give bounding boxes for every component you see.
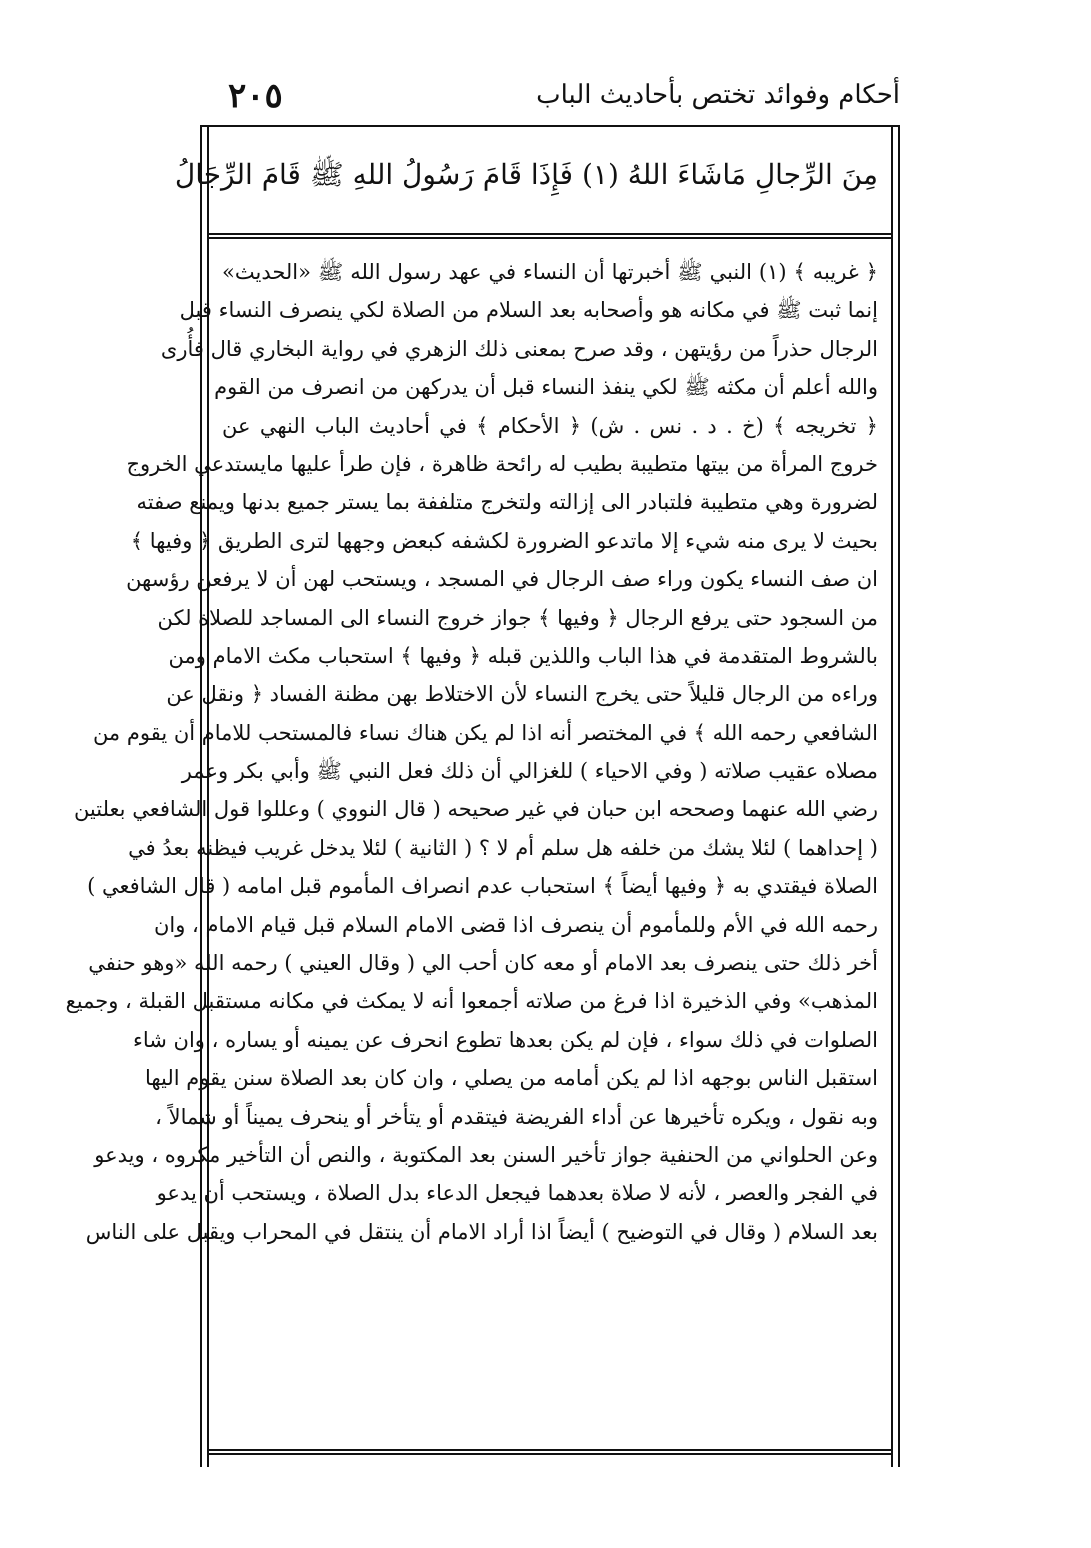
- commentary-line: إنما ثبت ﷺ في مكانه هو وأصحابه بعد السلام من الصلاة لكي ينصرف النساء قبل: [179, 298, 878, 323]
- commentary-line: وراءه من الرجال قليلاً حتى يخرج النساء لأن الاختلاط بهن مظنة الفساد ﴿ ونقل عن: [166, 682, 878, 707]
- commentary: [65, 253, 878, 1251]
- commentary-line: ان صف النساء يكون وراء صف الرجال في المسجد ، ويستحب لهن أن لا يرفعن رؤسهن: [126, 567, 878, 592]
- commentary-line: رحمه الله في الأم وللمأموم أن ينصرف اذا قضى الامام السلام قبل قيام الامام ، وان: [153, 912, 878, 937]
- commentary-line: الرجال حذراً من رؤيتهن ، وقد صرح بمعنى ذلك الزهري في رواية البخاري قال فأُرى: [160, 336, 878, 361]
- commentary-line: أخر ذلك حتى ينصرف بعد الامام أو معه كان أحب الي ( وقال العيني ) رحمه الله «وهو حنفي: [88, 951, 878, 976]
- commentary-line: ( إحداهما ) لئلا يشك من خلفه هل سلم أم لا ؟ ( الثانية ) لئلا يدخل غريب فيظنه بعدُ في: [128, 835, 878, 860]
- running-title: أحكام وفوائد تختص بأحاديث الباب: [536, 80, 900, 110]
- commentary-line: وبه نقول ، ويكره تأخيرها عن أداء الفريضة فيتقدم أو يتأخر أو ينحرف يميناً أو شمالاً ،: [155, 1104, 878, 1129]
- commentary-line: ﴿ تخريجه ﴾ (خ . د . نس . ش) ﴿ الأحكام ﴾ في أحاديث الباب النهي عن: [222, 413, 878, 438]
- commentary-line: بالشروط المتقدمة في هذا الباب واللذين قبله ﴿ وفيها ﴾ استحباب مكث الامام ومن: [168, 643, 878, 668]
- commentary-line: ﴿ غريبه ﴾ (١) النبي ﷺ أخبرتها أن النساء في عهد رسول الله ﷺ «الحديث»: [222, 260, 878, 284]
- page-number: ٢٠٥: [228, 76, 283, 116]
- commentary-line: من السجود حتى يرفع الرجال ﴿ وفيها ﴾ جواز خروج النساء الى المساجد للصلاة لكن: [157, 605, 878, 630]
- commentary-line: استقبل الناس بوجهه اذا لم يكن أمامه من يصلي ، وان كان بعد الصلاة سنن يقوم اليها: [144, 1066, 878, 1091]
- page-frame: [65, 125, 900, 1467]
- commentary-line: والله أعلم أن مكثه ﷺ لكي ينفذ النساء قبل أن يدركهن من انصرف من القوم: [214, 375, 878, 400]
- frame-rule-right-inner: [891, 127, 893, 1467]
- commentary-line: الصلوات في ذلك سواء ، فإن لم يكن بعدها تطوع انحرف عن يمينه أو يساره ، وان شاء: [133, 1027, 878, 1052]
- frame-rule-right-outer: [898, 127, 900, 1467]
- commentary-line: وعن الحلواني من الحنفية جواز تأخير السنن بعد المكتوبة ، والنص أن التأخير مكروه ، ويدعو: [94, 1142, 878, 1167]
- separator-rule: [207, 233, 893, 239]
- commentary-line: رضي الله عنهما وصححه ابن حبان في غير صحيحه ( قال النووي ) وعللوا قول الشافعي بعلتين: [73, 797, 878, 822]
- commentary-line: مصلاه عقيب صلاته ( وفي الاحياء ) للغزالي أن ذلك فعل النبي ﷺ وأبي بكر وعمر: [181, 759, 878, 784]
- commentary-line: الشافعي رحمه الله ﴾ في المختصر أنه اذا لم يكن هناك نساء فالمستحب للامام أن يقوم من: [92, 720, 878, 745]
- commentary-line: الصلاة فيقتدي به ﴿ وفيها أيضاً ﴾ استحباب عدم انصراف المأموم قبل امامه ( قال الشافعي ): [87, 874, 878, 899]
- commentary-line: بعد السلام ( وقال في التوضيح ) أيضاً اذا أراد الامام أن ينتقل في المحراب ويقبل على الناس: [85, 1219, 878, 1244]
- commentary-line: بحيث لا يرى منه شيء إلا ماتدعو الضرورة لكشفه كبعض وجهها لترى الطريق ﴿ وفيها ﴾: [130, 528, 878, 553]
- hadith-text: مِنَ الرِّجالِ مَاشَاءَ اللهُ (١) فَإِذَا قَامَ رَسُولُ اللهِ ﷺ قَامَ الرِّجَالُ: [174, 158, 878, 191]
- commentary-line: لضرورة وهي متطيبة فلتبادر الى إزالته ولتخرج متلففة بما يستر جميع بدنها ويمنع صفته: [136, 490, 878, 515]
- commentary-line: في الفجر والعصر ، لأنه لا صلاة بعدهما فيجعل الدعاء بدل الصلاة ، ويستحب أن يدعو: [156, 1181, 878, 1206]
- commentary-line: المذهب» وفي الذخيرة اذا فرغ من صلاته أجمعوا أنه لا يمكث في مكانه مستقبل القبلة ، وجميع: [65, 989, 878, 1014]
- commentary-line: خروج المرأة من بيتها متطيبة بطيب له رائحة ظاهرة ، فإن طرأ عليها مايستدعي الخروج: [126, 451, 878, 476]
- running-head: [200, 72, 900, 122]
- bottom-rule: [207, 1449, 893, 1455]
